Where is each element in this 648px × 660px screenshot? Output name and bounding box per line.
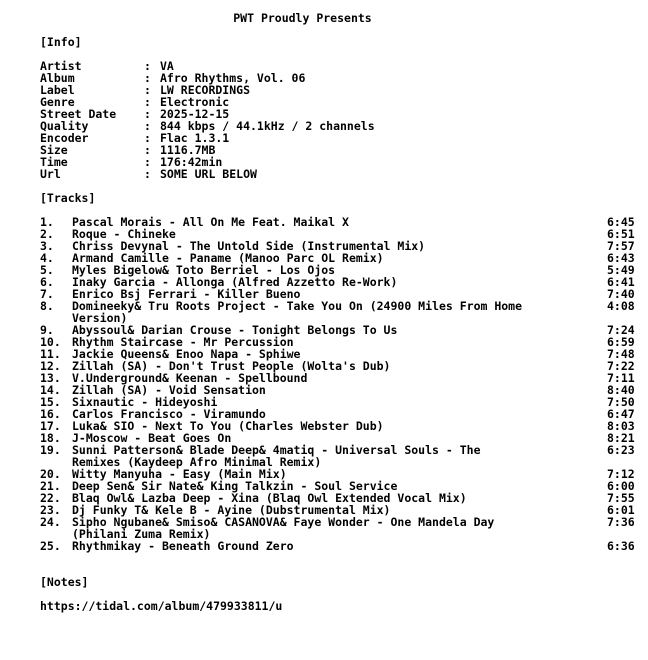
track-duration: 6:43 — [607, 251, 635, 265]
track-title: Inaky Garcia - Allonga (Alfred Azzetto Re-Work) — [72, 275, 398, 289]
info-value: SOME URL BELOW — [160, 167, 257, 181]
track-duration: 7:24 — [607, 323, 635, 337]
track-number: 13. — [40, 371, 61, 385]
track-title: Myles Bigelow& Toto Berriel - Los Ojos — [72, 263, 336, 277]
track-number: 16. — [40, 407, 61, 421]
track-duration: 7:50 — [607, 395, 635, 409]
track-title: Zillah (SA) - Void Sensation — [72, 383, 266, 397]
info-key: Encoder — [40, 131, 89, 145]
track-title: Roque - Chineke — [72, 227, 176, 241]
track-number: 8. — [40, 299, 54, 313]
track-number: 11. — [40, 347, 61, 361]
track-number: 12. — [40, 359, 61, 373]
track-number: 6. — [40, 275, 54, 289]
info-value: 176:42min — [160, 155, 223, 169]
track-duration: 7:55 — [607, 491, 635, 505]
info-value: Afro Rhythms, Vol. 06 — [160, 71, 306, 85]
notes-heading: [Notes] — [40, 575, 89, 589]
track-duration: 7:48 — [607, 347, 635, 361]
info-value: Flac 1.3.1 — [160, 131, 230, 145]
track-title: Carlos Francisco - Viramundo — [72, 407, 266, 421]
track-title: Domineeky& Tru Roots Project - Take You On (24900 Miles From Home — [72, 299, 523, 313]
info-key: Artist — [40, 59, 82, 73]
info-key: Url — [40, 167, 61, 181]
info-separator: : — [144, 107, 151, 121]
track-number: 4. — [40, 251, 54, 265]
notes-url[interactable]: https://tidal.com/album/479933811/u — [40, 599, 283, 613]
info-separator: : — [144, 119, 151, 133]
info-key: Album — [40, 71, 75, 85]
track-title: Pascal Morais - All On Me Feat. Maikal X — [72, 215, 349, 229]
track-number: 5. — [40, 263, 54, 277]
info-value: 844 kbps / 44.1kHz / 2 channels — [160, 119, 375, 133]
track-title: Blaq Owl& Lazba Deep - Xina (Blaq Owl Extended Vocal Mix) — [72, 491, 467, 505]
track-number: 22. — [40, 491, 61, 505]
track-duration: 8:21 — [607, 431, 635, 445]
track-duration: 6:45 — [607, 215, 635, 229]
track-duration: 8:03 — [607, 419, 635, 433]
track-title: Version) — [72, 311, 128, 325]
track-number: 9. — [40, 323, 54, 337]
info-heading: [Info] — [40, 35, 82, 49]
track-title: Jackie Queens& Enoo Napa - Sphiwe — [72, 347, 301, 361]
info-separator: : — [144, 131, 151, 145]
track-number: 18. — [40, 431, 61, 445]
info-separator: : — [144, 95, 151, 109]
track-duration: 6:00 — [607, 479, 635, 493]
track-title: (Philani Zuma Remix) — [72, 527, 211, 541]
track-title: V.Underground& Keenan - Spellbound — [72, 371, 308, 385]
track-duration: 7:22 — [607, 359, 635, 373]
track-title: Luka& SIO - Next To You (Charles Webster Dub) — [72, 419, 384, 433]
track-number: 15. — [40, 395, 61, 409]
info-value: Electronic — [160, 95, 230, 109]
info-key: Quality — [40, 119, 89, 133]
track-title: Sipho Ngubane& Smiso& CASANOVA& Faye Wonder - One Mandela Day — [72, 515, 495, 529]
track-title: Zillah (SA) - Don't Trust People (Wolta's Dub) — [72, 359, 391, 373]
track-number: 19. — [40, 443, 61, 457]
track-number: 23. — [40, 503, 61, 517]
track-number: 7. — [40, 287, 54, 301]
info-separator: : — [144, 83, 151, 97]
track-number: 14. — [40, 383, 61, 397]
track-number: 3. — [40, 239, 54, 253]
info-separator: : — [144, 71, 151, 85]
track-duration: 4:08 — [607, 299, 635, 313]
track-title: Sunni Patterson& Blade Deep& 4matiq - Universal Souls - The — [72, 443, 481, 457]
info-key: Time — [40, 155, 68, 169]
info-key: Genre — [40, 95, 75, 109]
info-separator: : — [144, 143, 151, 157]
track-number: 25. — [40, 539, 61, 553]
track-duration: 7:40 — [607, 287, 635, 301]
track-number: 24. — [40, 515, 61, 529]
track-duration: 7:12 — [607, 467, 635, 481]
track-title: Armand Camille - Paname (Manoo Parc OL Remix) — [72, 251, 384, 265]
info-key: Label — [40, 83, 75, 97]
info-value: 2025-12-15 — [160, 107, 230, 121]
track-title: Enrico Bsj Ferrari - Killer Bueno — [72, 287, 301, 301]
track-title: Dj Funky T& Kele B - Ayine (Dubstrumental Mix) — [72, 503, 391, 517]
track-number: 2. — [40, 227, 54, 241]
track-number: 17. — [40, 419, 61, 433]
track-duration: 8:40 — [607, 383, 635, 397]
info-separator: : — [144, 167, 151, 181]
track-duration: 6:47 — [607, 407, 635, 421]
page-title: PWT Proudly Presents — [233, 11, 372, 25]
track-number: 21. — [40, 479, 61, 493]
track-number: 1. — [40, 215, 54, 229]
track-title: Sixnautic - Hideyoshi — [72, 395, 218, 409]
info-separator: : — [144, 155, 151, 169]
track-duration: 6:23 — [607, 443, 635, 457]
track-title: Rhythmikay - Beneath Ground Zero — [72, 539, 294, 553]
info-value: LW RECORDINGS — [160, 83, 251, 97]
info-key: Size — [40, 143, 68, 157]
track-number: 10. — [40, 335, 61, 349]
track-title: J-Moscow - Beat Goes On — [72, 431, 232, 445]
track-duration: 6:41 — [607, 275, 635, 289]
info-value: VA — [160, 59, 174, 73]
info-value: 1116.7MB — [160, 143, 216, 157]
track-title: Witty Manyuha - Easy (Main Mix) — [72, 467, 287, 481]
track-title: Remixes (Kaydeep Afro Minimal Remix) — [72, 455, 322, 469]
track-duration: 6:01 — [607, 503, 635, 517]
track-duration: 7:11 — [607, 371, 635, 385]
info-key: Street Date — [40, 107, 117, 121]
track-title: Deep Sen& Sir Nate& King Talkzin - Soul Service — [72, 479, 398, 493]
track-duration: 6:51 — [607, 227, 635, 241]
track-number: 20. — [40, 467, 61, 481]
track-duration: 5:49 — [607, 263, 635, 277]
track-duration: 7:36 — [607, 515, 635, 529]
info-separator: : — [144, 59, 151, 73]
track-duration: 7:57 — [607, 239, 635, 253]
track-title: Rhythm Staircase - Mr Percussion — [72, 335, 294, 349]
track-duration: 6:36 — [607, 539, 635, 553]
track-duration: 6:59 — [607, 335, 635, 349]
tracks-heading: [Tracks] — [40, 191, 96, 205]
track-title: Chriss Devynal - The Untold Side (Instrumental Mix) — [72, 239, 426, 253]
track-title: Abyssoul& Darian Crouse - Tonight Belongs To Us — [72, 323, 398, 337]
